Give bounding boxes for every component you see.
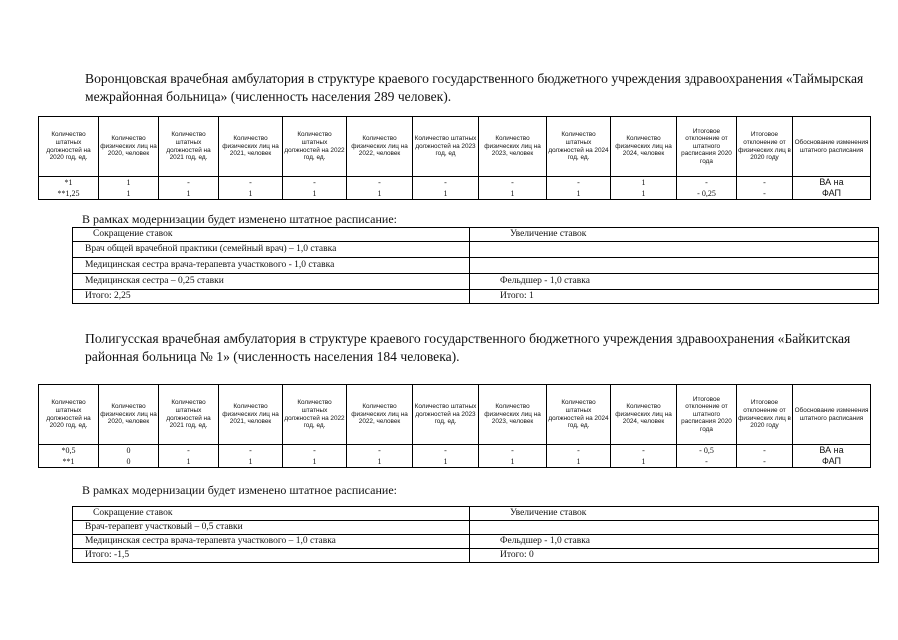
table-cell: - xyxy=(219,445,283,457)
table-row xyxy=(39,177,871,189)
table-cell: 1 xyxy=(219,456,283,468)
table-cell: - xyxy=(677,456,737,468)
table-cell: - xyxy=(413,177,479,189)
table-header-row xyxy=(39,385,871,445)
table-cell: 1 xyxy=(479,188,547,200)
table-cell: - xyxy=(737,188,793,200)
reduction-total: Итого: 2,25 xyxy=(73,290,470,304)
column-header: Количество штатных должностей на 2021 год, ед. xyxy=(159,385,219,445)
table-cell: - xyxy=(737,445,793,457)
table-cell: - xyxy=(737,456,793,468)
column-header: Количество штатных должностей на 2023 год, ед xyxy=(413,117,479,177)
changes-total-row xyxy=(73,290,879,304)
basis-cell: ФАП xyxy=(793,456,871,468)
section2-intro: В рамках модернизации будет изменено штатное расписание: xyxy=(82,483,397,497)
increase-header: Увеличение ставок xyxy=(470,507,879,521)
table-cell: 1 xyxy=(547,456,611,468)
column-header: Итоговое отклонение от штатного расписания 2020 года xyxy=(677,117,737,177)
reduction-total: Итого: -1,5 xyxy=(73,549,470,563)
reduction-cell: Медицинская сестра – 0,25 ставки xyxy=(73,274,470,290)
table-cell: 1 xyxy=(283,188,347,200)
table-cell: - xyxy=(479,445,547,457)
column-header: Количество физических лиц на 2021, человек xyxy=(219,117,283,177)
table-cell: 0 xyxy=(99,445,159,457)
table-row xyxy=(39,188,871,200)
changes-total-row xyxy=(73,549,879,563)
table-cell: - 0,25 xyxy=(677,188,737,200)
table-header-row xyxy=(39,117,871,177)
basis-cell: ФАП xyxy=(793,188,871,200)
table-cell: 1 xyxy=(479,456,547,468)
table-cell: *1 xyxy=(39,177,99,189)
table-cell: 1 xyxy=(159,456,219,468)
table-cell: - xyxy=(479,177,547,189)
column-header: Количество штатных должностей на 2020 год, ед. xyxy=(39,117,99,177)
table-cell: - xyxy=(413,445,479,457)
column-header: Итоговое отклонение от физических лиц в 2020 году xyxy=(737,385,793,445)
reduction-cell: Врач-терапевт участковый – 0,5 ставки xyxy=(73,521,470,535)
section2-staff-table xyxy=(38,384,871,468)
table-cell: - xyxy=(219,177,283,189)
table-cell: 1 xyxy=(413,188,479,200)
table-cell: - xyxy=(347,445,413,457)
column-header: Обоснование изменения штатного расписания xyxy=(793,385,871,445)
table-cell: 1 xyxy=(347,456,413,468)
reduction-header: Сокращение ставок xyxy=(73,228,470,242)
column-header: Количество физических лиц на 2023, человек xyxy=(479,385,547,445)
column-header: Количество штатных должностей на 2024 год, ед. xyxy=(547,117,611,177)
table-cell: 1 xyxy=(611,177,677,189)
changes-row xyxy=(73,535,879,549)
column-header: Количество штатных должностей на 2020 год, ед. xyxy=(39,385,99,445)
table-cell: - xyxy=(737,177,793,189)
section1-staff-table xyxy=(38,116,871,200)
basis-cell: ВА на xyxy=(793,177,871,189)
table-cell: 1 xyxy=(347,188,413,200)
table-cell: - xyxy=(611,445,677,457)
table-cell: 1 xyxy=(283,456,347,468)
table-row xyxy=(39,445,871,457)
reduction-cell: Медицинская сестра врача-терапевта участкового – 1,0 ставка xyxy=(73,535,470,549)
table-cell: - xyxy=(547,177,611,189)
table-cell: - xyxy=(283,177,347,189)
changes-row xyxy=(73,242,879,258)
changes-row xyxy=(73,258,879,274)
table-cell: 1 xyxy=(99,177,159,189)
basis-cell: ВА на xyxy=(793,445,871,457)
column-header: Количество штатных должностей на 2022 год, ед. xyxy=(283,117,347,177)
column-header: Количество физических лиц на 2022, человек xyxy=(347,117,413,177)
table-cell: - xyxy=(283,445,347,457)
table-cell: **1 xyxy=(39,456,99,468)
table-cell: 1 xyxy=(547,188,611,200)
changes-header-row xyxy=(73,507,879,521)
column-header: Обоснование изменения штатного расписания xyxy=(793,117,871,177)
reduction-cell: Медицинская сестра врача-терапевта участкового - 1,0 ставка xyxy=(73,258,470,274)
increase-total: Итого: 0 xyxy=(470,549,879,563)
column-header: Итоговое отклонение от штатного расписания 2020 года xyxy=(677,385,737,445)
column-header: Количество штатных должностей на 2023 год, ед. xyxy=(413,385,479,445)
table-cell: **1,25 xyxy=(39,188,99,200)
table-cell: 1 xyxy=(413,456,479,468)
reduction-header: Сокращение ставок xyxy=(73,507,470,521)
increase-cell xyxy=(470,521,879,535)
section1-intro: В рамках модернизации будет изменено штатное расписание: xyxy=(82,212,397,226)
changes-row xyxy=(73,274,879,290)
changes-header-row xyxy=(73,228,879,242)
table-cell: 0 xyxy=(99,456,159,468)
section2-changes-table xyxy=(72,506,879,563)
column-header: Количество физических лиц на 2020, человек xyxy=(99,117,159,177)
column-header: Количество физических лиц на 2023, человек xyxy=(479,117,547,177)
table-cell: - xyxy=(677,177,737,189)
section1-title: Воронцовская врачебная амбулатория в структуре краевого государственного бюджетного учреждения здравоохранения «Таймырская межрайонная больница» (численность населения 289 человек). xyxy=(85,71,864,104)
table-cell: - xyxy=(547,445,611,457)
table-row xyxy=(39,456,871,468)
changes-row xyxy=(73,521,879,535)
column-header: Количество физических лиц на 2022, человек xyxy=(347,385,413,445)
table-cell: - xyxy=(159,445,219,457)
section1-changes-table xyxy=(72,227,879,304)
column-header: Количество физических лиц на 2024, человек xyxy=(611,117,677,177)
table-cell: - 0,5 xyxy=(677,445,737,457)
table-cell: 1 xyxy=(611,456,677,468)
table-cell: 1 xyxy=(219,188,283,200)
section2-title: Полигусская врачебная амбулатория в структуре краевого государственного бюджетного учреждения здравоохранения «Байкитская районная больница № 1» (численность населения 184 человека). xyxy=(85,331,851,364)
table-cell: *0,5 xyxy=(39,445,99,457)
column-header: Количество штатных должностей на 2024 год, ед. xyxy=(547,385,611,445)
increase-cell xyxy=(470,242,879,258)
column-header: Количество физических лиц на 2020, человек xyxy=(99,385,159,445)
column-header: Итоговое отклонение от физических лиц в 2020 году xyxy=(737,117,793,177)
column-header: Количество штатных должностей на 2021 год, ед. xyxy=(159,117,219,177)
column-header: Количество физических лиц на 2024, человек xyxy=(611,385,677,445)
increase-cell xyxy=(470,258,879,274)
table-cell: 1 xyxy=(611,188,677,200)
increase-total: Итого: 1 xyxy=(470,290,879,304)
table-cell: - xyxy=(159,177,219,189)
table-cell: - xyxy=(347,177,413,189)
column-header: Количество физических лиц на 2021, человек xyxy=(219,385,283,445)
increase-cell: Фельдшер - 1,0 ставка xyxy=(470,535,879,549)
table-cell: 1 xyxy=(99,188,159,200)
table-cell: 1 xyxy=(159,188,219,200)
reduction-cell: Врач общей врачебной практики (семейный врач) – 1,0 ставка xyxy=(73,242,470,258)
increase-cell: Фельдшер - 1,0 ставка xyxy=(470,274,879,290)
increase-header: Увеличение ставок xyxy=(470,228,879,242)
column-header: Количество штатных должностей на 2022 год, ед. xyxy=(283,385,347,445)
